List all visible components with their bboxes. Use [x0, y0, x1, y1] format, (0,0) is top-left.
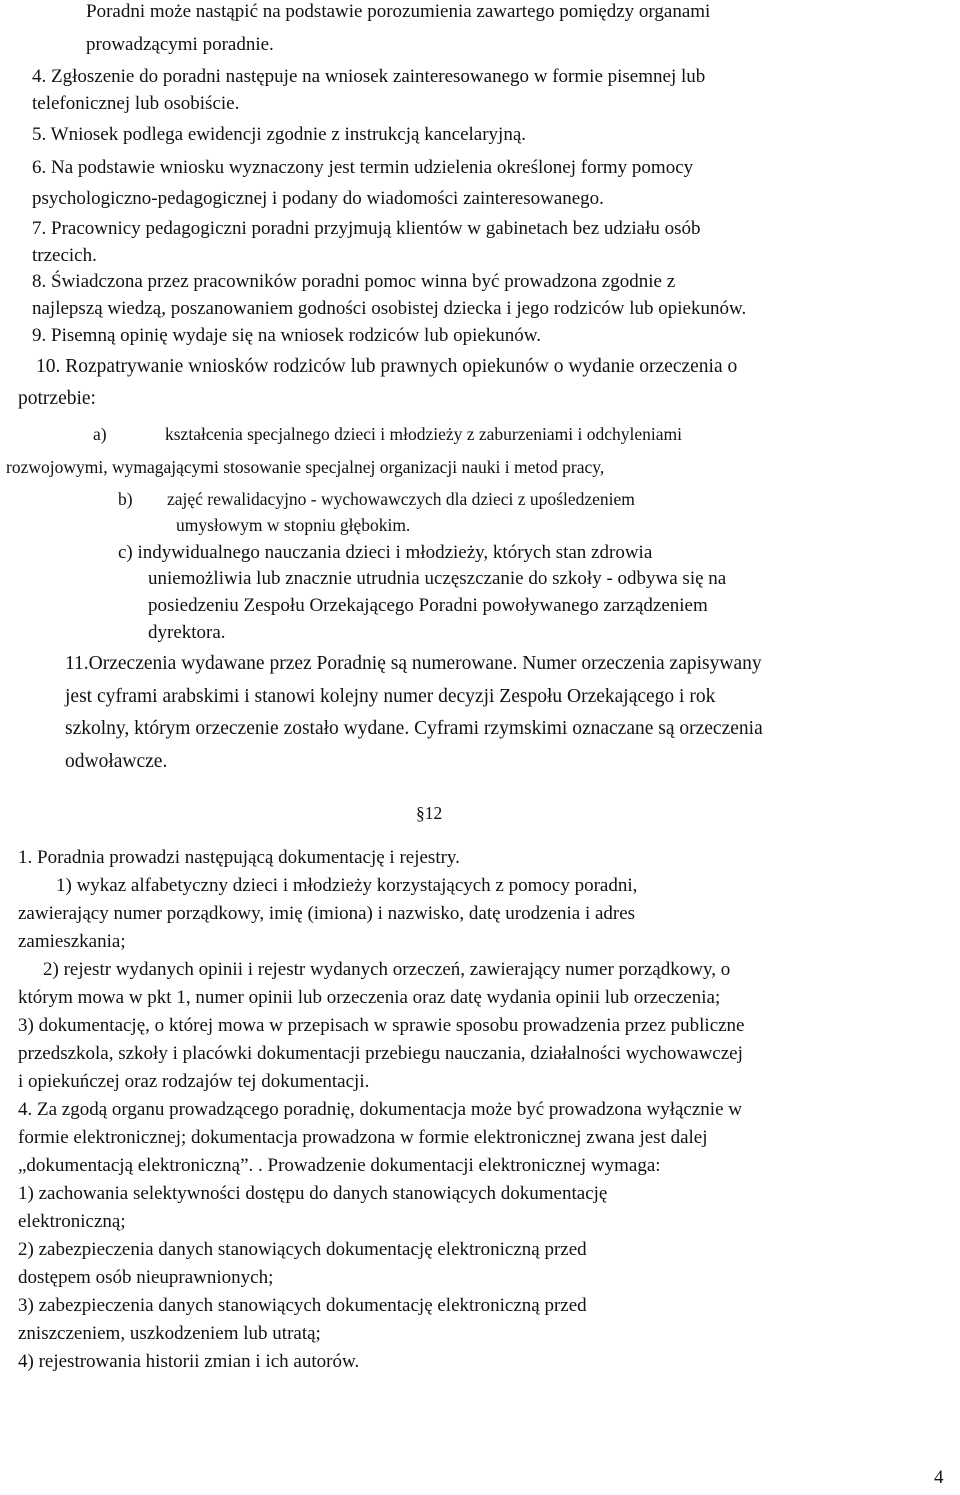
text-line: 8. Świadczona przez pracowników poradni pomoc winna być prowadzona zgodnie z	[32, 271, 676, 292]
text-line: telefonicznej lub osobiście.	[32, 93, 240, 114]
text-line: 7. Pracownicy pedagogiczni poradni przyjmują klientów w gabinetach bez udziału osób	[32, 218, 701, 239]
text-line: 3) dokumentację, o której mowa w przepisach w sprawie sposobu prowadzenia przez publiczne	[18, 1015, 745, 1036]
text-line: przedszkola, szkoły i placówki dokumentacji przebiegu nauczania, działalności wychowawczej	[18, 1043, 743, 1064]
text-line: kształcenia specjalnego dzieci i młodzieży z zaburzeniami i odchyleniami	[165, 424, 682, 444]
text-line: 5. Wniosek podlega ewidencji zgodnie z instrukcją kancelaryjną.	[32, 124, 526, 145]
text-line: najlepszą wiedzą, poszanowaniem godności osobistej dziecka i jego rodziców lub opiekunów.	[32, 298, 747, 319]
text-line: umysłowym w stopniu głębokim.	[176, 515, 411, 535]
text-line: zajęć rewalidacyjno - wychowawczych dla dzieci z upośledzeniem	[167, 489, 635, 509]
text-line: posiedzeniu Zespołu Orzekającego Poradni powoływanego zarządzeniem	[148, 595, 708, 616]
text-line: uniemożliwia lub znacznie utrudnia uczęszczanie do szkoły - odbywa się na	[148, 568, 727, 589]
text-line: 1) zachowania selektywności dostępu do danych stanowiących dokumentację	[18, 1183, 608, 1204]
text-line: trzecich.	[32, 245, 97, 266]
text-line: Poradni może nastąpić na podstawie porozumienia zawartego pomiędzy organami	[86, 1, 711, 22]
text-line: psychologiczno-pedagogicznej i podany do wiadomości zainteresowanego.	[32, 188, 604, 209]
text-line: i opiekuńczej oraz rodzajów tej dokumentacji.	[18, 1071, 370, 1092]
text-line: zniszczeniem, uszkodzeniem lub utratą;	[18, 1323, 321, 1344]
text-line: 4) rejestrowania historii zmian i ich autorów.	[18, 1351, 360, 1372]
text-line: zawierający numer porządkowy, imię (imiona) i nazwisko, datę urodzenia i adres	[18, 903, 636, 924]
text-line: zamieszkania;	[18, 931, 126, 952]
list-marker: b)	[118, 489, 133, 509]
text-line: odwoławcze.	[65, 751, 168, 772]
text-line: którym mowa w pkt 1, numer opinii lub orzeczenia oraz datę wydania opinii lub orzeczenia;	[18, 987, 721, 1008]
text-line: dostępem osób nieuprawnionych;	[18, 1267, 274, 1288]
text-line: 9. Pisemną opinię wydaje się na wniosek rodziców lub opiekunów.	[32, 325, 542, 346]
text-line: elektroniczną;	[18, 1211, 126, 1232]
text-line: prowadzącymi poradnie.	[86, 34, 274, 55]
text-line: c) indywidualnego nauczania dzieci i młodzieży, których stan zdrowia	[118, 542, 653, 563]
text-line: 2) zabezpieczenia danych stanowiących dokumentację elektroniczną przed	[18, 1239, 587, 1260]
text-line: 3) zabezpieczenia danych stanowiących dokumentację elektroniczną przed	[18, 1295, 587, 1316]
text-line: 4. Za zgodą organu prowadzącego poradnię, dokumentacja może być prowadzona wyłącznie w	[18, 1099, 742, 1120]
section-heading: §12	[416, 803, 443, 823]
text-line: formie elektronicznej; dokumentacja prowadzona w formie elektronicznej zwana jest dalej	[18, 1127, 708, 1148]
list-marker: a)	[93, 424, 107, 444]
text-line: 10. Rozpatrywanie wniosków rodziców lub prawnych opiekunów o wydanie orzeczenia o	[36, 356, 738, 377]
text-line: jest cyframi arabskimi i stanowi kolejny numer decyzji Zespołu Orzekającego i rok	[65, 686, 716, 707]
text-line: 1. Poradnia prowadzi następującą dokumentację i rejestry.	[18, 847, 460, 868]
text-line: 1) wykaz alfabetyczny dzieci i młodzieży korzystających z pomocy poradni,	[56, 875, 638, 896]
text-line: „dokumentacją elektroniczną”. . Prowadzenie dokumentacji elektronicznej wymaga:	[18, 1155, 661, 1176]
text-line: potrzebie:	[18, 388, 96, 409]
text-line: 6. Na podstawie wniosku wyznaczony jest termin udzielenia określonej formy pomocy	[32, 157, 694, 178]
text-line: dyrektora.	[148, 622, 226, 643]
text-line: szkolny, którym orzeczenie zostało wydane. Cyframi rzymskimi oznaczane są orzeczenia	[65, 718, 763, 739]
text-line: rozwojowymi, wymagającymi stosowanie specjalnej organizacji nauki i metod pracy,	[6, 457, 605, 477]
text-line: 2) rejestr wydanych opinii i rejestr wydanych orzeczeń, zawierający numer porządkowy, o	[43, 959, 731, 980]
text-line: 11.Orzeczenia wydawane przez Poradnię są numerowane. Numer orzeczenia zapisywany	[65, 653, 762, 674]
page-number: 4	[934, 1467, 944, 1488]
text-line: 4. Zgłoszenie do poradni następuje na wniosek zainteresowanego w formie pisemnej lub	[32, 66, 706, 87]
